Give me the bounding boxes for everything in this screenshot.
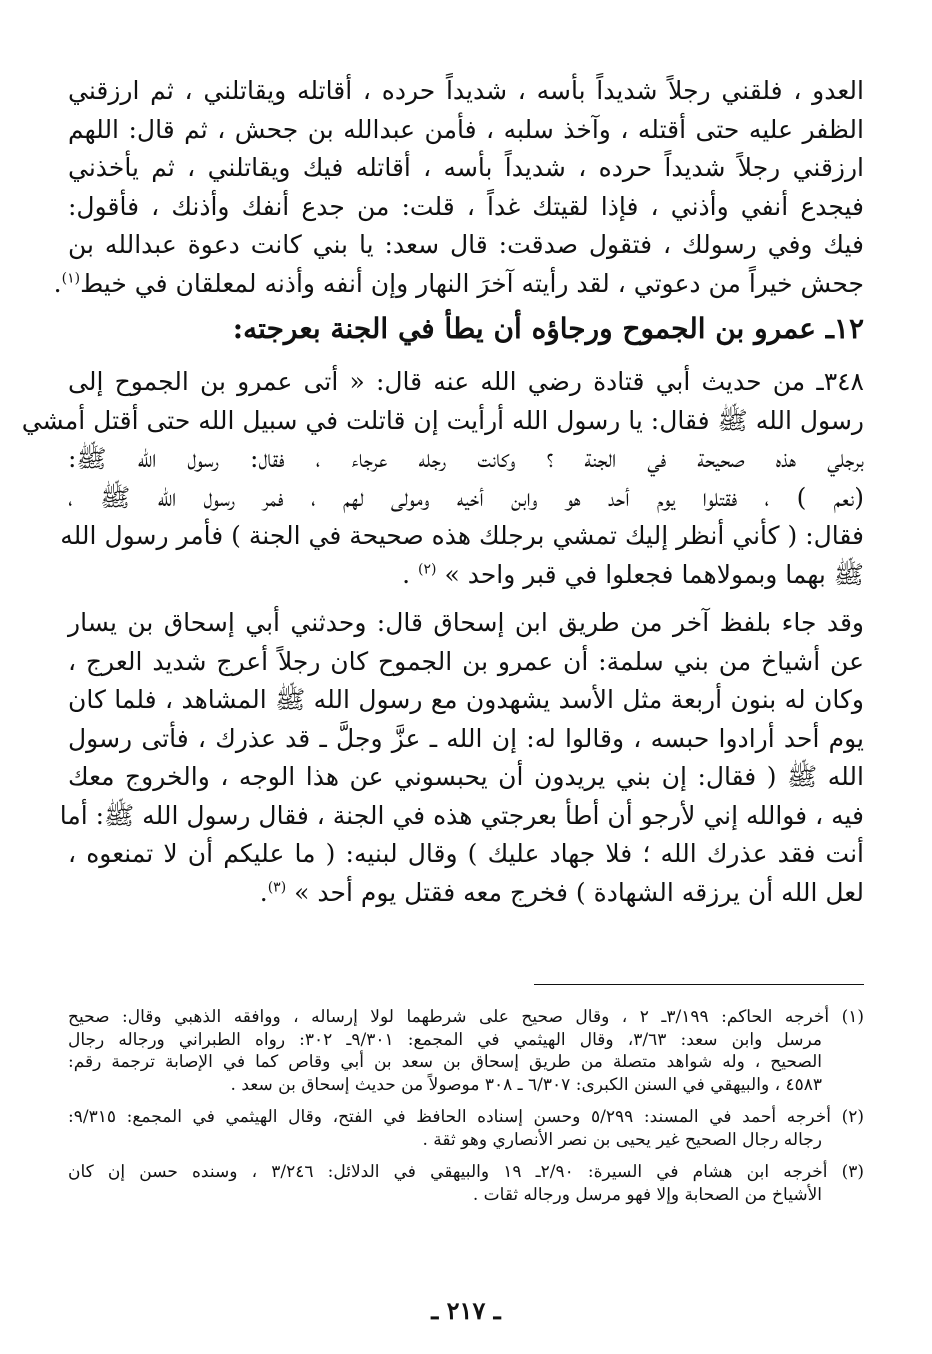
- text-line: وكان له بنون أربعة مثل الأسد يشهدون مع رسول الله ﷺ المشاهد ، فلما كان: [68, 685, 864, 714]
- footnotes: [68, 1006, 864, 1216]
- page-body: [21, 72, 864, 912]
- ishaq-paragraph: [59, 604, 864, 912]
- footnote-ref[interactable]: (١): [61, 270, 81, 287]
- text-line: رسول الله ﷺ فقال: يا رسول الله أرأيت إن قاتلت في سبيل الله حتى أقتل أمشي: [21, 405, 864, 435]
- footnote-ref[interactable]: (٢): [418, 561, 437, 578]
- section-heading: ١٢ـ عمرو بن الجموح ورجاؤه أن يطأ في الجنة بعرجته:: [232, 312, 864, 345]
- text-segment: ﷺ بهما وبمولاهما فجعلوا في قبر واحد »: [444, 559, 864, 589]
- text-line: (نعم ) ، فقتلوا يوم أحد هو وابن أخيه ومولى لهم ، فمر رسول الله ﷺ ،: [68, 482, 864, 512]
- paragraph-gap: [68, 594, 864, 604]
- footnote-line: رجاله رجال الصحيح غير يحيى بن نصر الأنصاري وهو ثقة .: [422, 1129, 822, 1150]
- text-segment: لعل الله أن يرزقه الشهادة ) فخرج معه فقتل يوم أحد »: [294, 877, 864, 907]
- text-line: فيجدع أنفي وأذني ، فإذا لقيتك غداً ، قلت: من جدع أنفك وأذنك ، فأقول:: [68, 191, 864, 221]
- footnote-line: مرسل وابن سعد: ٣/٦٣، وقال الهيثمي في المجمع: ٩/٣٠١ـ ٣٠٢: رواه الطبراني ورجاله رجال: [68, 1029, 822, 1050]
- footnote-line: (٢) أخرجه أحمد في المسند: ٥/٢٩٩ وحسن إسناده الحافظ في الفتح، وقال الهيثمي في المجمع: ٩/٣١٥:: [68, 1107, 865, 1127]
- footnote-line: الأشياخ من الصحابة وإلا فهو مرسل ورجاله ثقات .: [472, 1184, 822, 1205]
- text-line: [68, 556, 864, 595]
- text-line: فيه ، فوالله إني لأرجو أن أطأ بعرجتي هذه في الجنة ، فقال رسول الله ﷺ: أما: [59, 800, 864, 830]
- top-paragraph: [53, 72, 864, 303]
- footnote-ref[interactable]: (٣): [267, 879, 287, 896]
- footnote-line: (٣) أخرجه ابن هشام في السيرة: ٢/٩٠ـ ١٩ والبيهقي في الدلائل: ٣/٢٤٦ ، وسنده حسن إن كان: [68, 1162, 865, 1182]
- text-line: وقد جاء بلفظ آخر من طريق ابن إسحاق قال: وحدثني أبي إسحاق بن يسار: [68, 608, 864, 637]
- text-line: فقال: ( كأني أنظر إليك تمشي برجلك هذه صحيحة في الجنة ) فأمر رسول الله: [60, 521, 864, 550]
- footnote-divider: [534, 984, 864, 985]
- footnote-line: ٤٥٨٣ ، والبيهقي في السنن الكبرى: ٦/٣٠٧ ـ ٣٠٨ موصولاً من حديث إسحاق بن سعد .: [230, 1074, 822, 1095]
- hadith-paragraph-348: [21, 363, 864, 594]
- footnote-3: [68, 1161, 864, 1206]
- text-line: ارزقني رجلاً شديداً حرده ، شديداً بأسه ، أقاتله فيك ويقاتلني ، ثم يأخذني: [68, 153, 864, 182]
- text-line: عن أشياخ من بني سلمة: أن عمرو بن الجموح كان رجلاً أعرج شديد العرج ،: [68, 646, 864, 676]
- text-segment: .: [259, 877, 268, 907]
- text-line: جحش خيراً من دعوتي ، لقد رأيته آخرَ النهار وإن أنفه وأذنه لمعلقان في خيط$^{(١)}$.: [53, 268, 864, 298]
- text-segment: جحش خيراً من دعوتي ، لقد رأيته آخرَ النهار وإن أنفه وأذنه لمعلقان في خيط: [80, 268, 864, 298]
- text-line: يوم أحد أرادوا حبسه ، وقالوا له: إن الله ـ عزَّ وجلَّ ـ قد عذرك ، فأتى رسول: [68, 723, 864, 753]
- text-line: الظفر عليه حتى أقتله ، وآخذ سلبه ، فأمن عبدالله بن جحش ، ثم قال: اللهم: [68, 114, 864, 144]
- text-line: العدو ، فلقني رجلاً شديداً بأسه ، شديداً حرده ، أقاتله ويقاتلني ، ثم ارزقني: [68, 76, 864, 105]
- text-line: ٣٤٨ـ من حديث أبي قتادة رضي الله عنه قال: « أتى عمرو بن الجموح إلى: [68, 367, 864, 396]
- text-line: فيك وفي رسولك ، فتقول صدقت: قال سعد: يا بني كانت دعوة عبدالله بن: [68, 230, 864, 259]
- footnote-2: [68, 1106, 864, 1151]
- text-segment: .: [402, 559, 419, 589]
- text-line: أنت فقد عذرك الله ؛ فلا جهاد عليك ) وقال لبنيه: ( ما عليكم أن لا تمنعوه ،: [68, 839, 864, 868]
- text-line: برجلي هذه صحيحة في الجنة ؟ وكانت رجله عرجاء ، فقال: رسول الله ﷺ:: [68, 444, 864, 473]
- footnote-1: [68, 1006, 864, 1096]
- page-number: ـ ٢١٧ ـ: [431, 1296, 501, 1325]
- footnote-line: (١) أخرجه الحاكم: ٣/١٩٩ـ ٢ ، وقال صحيح على شرطهما لولا إرساله ، ووافقه الذهبي وقال: صحيح: [68, 1007, 864, 1027]
- footnote-line: الصحيح ، وله شواهد متصلة من طريق إسحاق بن سعد بن أبي وقاص كما في الإصابة ترجمة رقم:: [68, 1052, 822, 1072]
- text-line: [68, 874, 864, 913]
- text-line: الله ﷺ ( فقال: إن بني يريدون أن يحبسوني عن هذا الوجه ، والخروج معك: [68, 762, 864, 791]
